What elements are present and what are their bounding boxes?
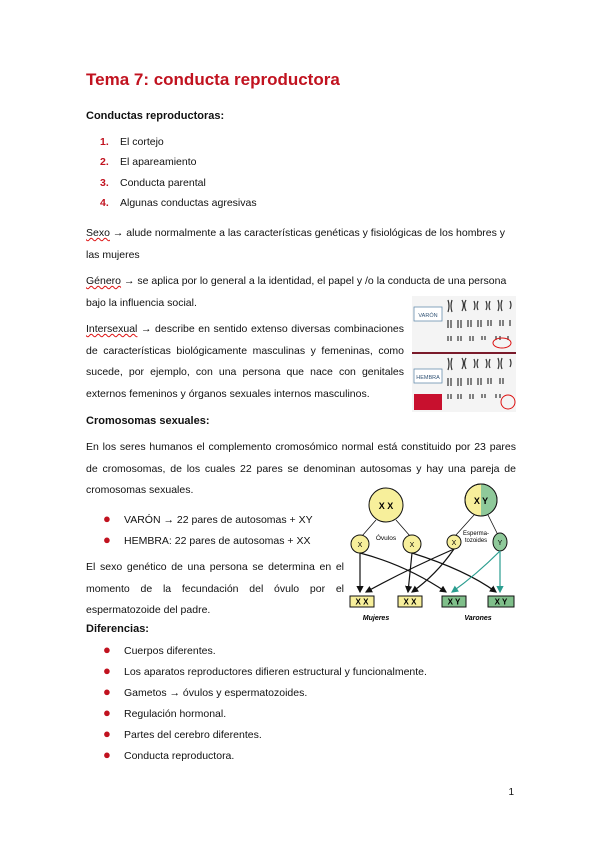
list-item: ● Partes del cerebro diferentes. (103, 726, 262, 741)
result-female-2: X X (403, 597, 417, 607)
fertilization-svg (346, 480, 518, 626)
term-genero: Género (86, 275, 122, 287)
paragraph-genero: Género → se aplica por lo general a la identidad, el papel y /o la conducta de una persona bajo la influencia social. (86, 275, 507, 309)
mother-cell-label: X X (378, 501, 394, 511)
list-item: 4. Algunas conductas agresivas (100, 196, 257, 209)
sex-chromosome-list (103, 508, 313, 550)
karyotype-image (412, 296, 516, 412)
list-item: 2. El apareamiento (100, 156, 197, 169)
label-varon: VARÓN (418, 313, 438, 319)
page-title: Tema 7: conducta reproductora (86, 70, 340, 89)
term-intersexual: Intersexual (86, 323, 138, 335)
svg-text:tozoides: tozoides (464, 538, 488, 544)
list-item: ● Gametos → óvulos y espermatozoides. (103, 684, 308, 699)
result-male-1: X Y (447, 597, 461, 607)
diferencias-list (103, 639, 427, 765)
paragraph-sexo-genetico: El sexo genético de una persona se determina en el momento de la fecundación del óvulo por el espermatozoide del padre. (86, 561, 344, 616)
label-hembra: HEMBRA (416, 375, 440, 381)
result-female-1: X X (355, 597, 369, 607)
list-item: ● Conducta reproductora. (103, 747, 235, 762)
sperm-x: X (451, 540, 457, 547)
page-number: 1 (508, 787, 514, 798)
list-item: ● Los aparatos reproductores difieren estructural y funcionalmente. (103, 663, 427, 678)
karyotype-figure (412, 296, 516, 412)
list-item: ● VARÓN → 22 pares de autosomas + XY (103, 511, 313, 526)
section-heading-conductas: Conductas reproductoras: (86, 110, 225, 122)
section-heading-cromosomas: Cromosomas sexuales: (86, 415, 210, 427)
fertilization-diagram (346, 480, 518, 626)
result-male-2: X Y (494, 597, 508, 607)
varones-label: Varones (464, 615, 492, 622)
term-sexo: Sexo (86, 227, 110, 239)
ovule-x-2: X (409, 542, 415, 549)
list-item: ● HEMBRA: 22 pares de autosomas + XX (103, 532, 311, 547)
sperm-y: Y (497, 540, 503, 547)
list-item: ● Regulación hormonal. (103, 705, 227, 720)
list-item: 1. El cortejo (100, 136, 164, 148)
list-item: 3. Conducta parental (100, 176, 206, 189)
paragraph-sexo: Sexo → alude normalmente a las características genéticas y fisiológicas de los hombres y las mujeres (86, 227, 506, 261)
esperma-label: Esperma- (462, 531, 490, 537)
conductas-list (100, 132, 257, 213)
paragraph-intersexual: Intersexual → describe en sentido extenso diversas combinaciones de características biológicamente masculinas y femeninas, como sucede, por ejemplo, con una persona que nace con genitales externos femeninos y órganos sexuales internos masculinos. (86, 323, 404, 400)
paragraph-cromosomas: En los seres humanos el complemento cromosómico normal está constituido por 23 pares de cromosomas, de los cuales 22 pares se denominan autosomas y hay una pareja de cromosomas sexuales. (86, 441, 516, 496)
ovulos-label: Óvulos (375, 535, 397, 542)
mujeres-label: Mujeres (362, 615, 390, 622)
father-cell-label: X Y (473, 496, 489, 506)
section-heading-diferencias: Diferencias: (86, 623, 149, 635)
ovule-x-1: X (357, 542, 363, 549)
list-item: ● Cuerpos diferentes. (103, 642, 216, 657)
